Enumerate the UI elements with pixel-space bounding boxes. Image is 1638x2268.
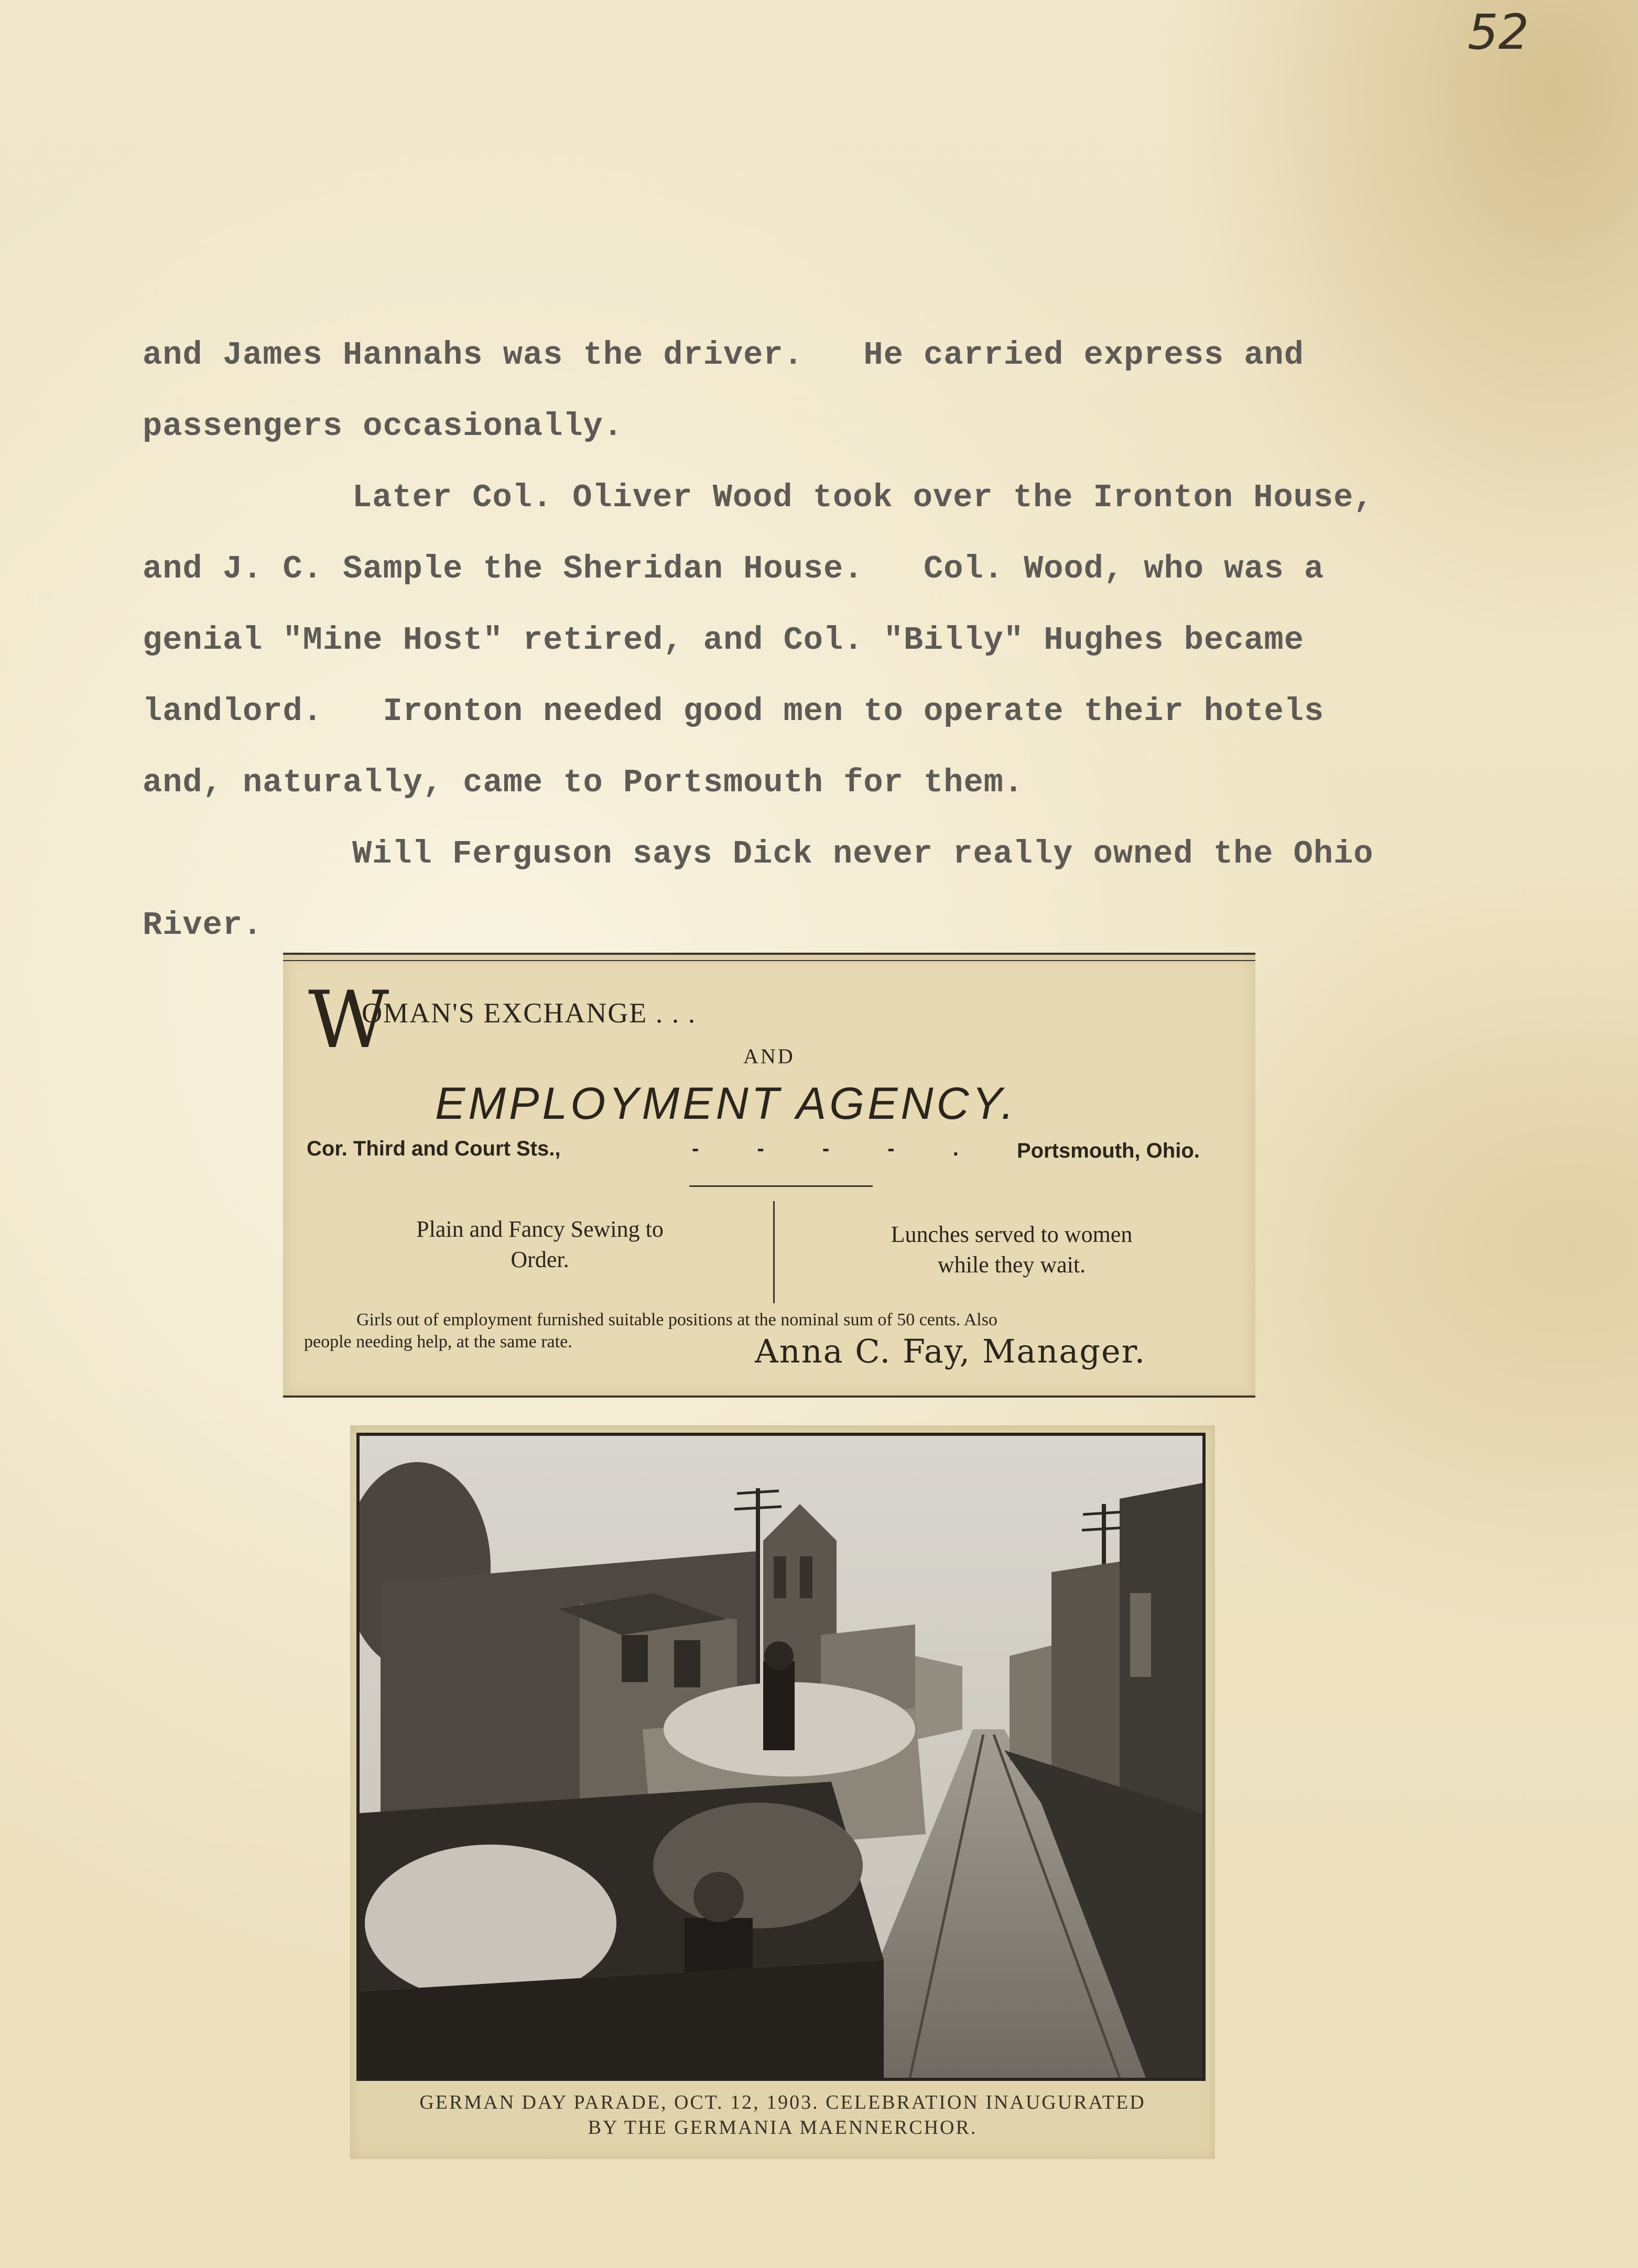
divider — [689, 1185, 873, 1187]
ad-and: AND — [743, 1044, 795, 1068]
ad-title: OMAN'S EXCHANGE . . . — [362, 997, 697, 1029]
typed-line: passengers occasionally. — [143, 408, 623, 445]
ad-manager-signature: Anna C. Fay, Manager. — [755, 1332, 1146, 1370]
typed-line: Will Ferguson says Dick never really owned the Ohio — [352, 835, 1374, 873]
advertisement-clipping — [283, 953, 1255, 1398]
typed-line: River. — [143, 907, 263, 944]
ad-initial: W — [308, 975, 389, 1066]
photo-caption — [350, 2090, 1215, 2140]
typed-line: landlord. Ironton needed good men to operate their hotels — [143, 693, 1325, 730]
ad-lunches-text — [818, 1219, 1206, 1280]
ad-fine-print: people needing help, at the same rate. — [304, 1332, 572, 1351]
ad-fine-print: Girls out of employment furnished suitable positions at the nominal sum of 50 cents. Also — [356, 1310, 997, 1329]
page-number: 52 — [1468, 4, 1529, 60]
typed-line: genial "Mine Host" retired, and Col. "Billy" Hughes became — [143, 621, 1304, 659]
ad-lunches-line: while they wait. — [937, 1252, 1086, 1278]
parade-photograph — [356, 1433, 1206, 2081]
ad-address-street: Cor. Third and Court Sts., — [307, 1137, 561, 1160]
typed-text-block — [143, 320, 1463, 961]
photo-clipping — [350, 1425, 1215, 2159]
ad-lunches-line: Lunches served to women — [891, 1222, 1133, 1247]
ad-sewing-line: Order. — [511, 1247, 569, 1272]
ad-sewing-text — [346, 1214, 734, 1275]
typed-line: and James Hannahs was the driver. He carried express and — [143, 336, 1304, 374]
ad-agency-heading: EMPLOYMENT AGENCY. — [435, 1078, 1017, 1129]
divider — [283, 1395, 1255, 1398]
typed-line: and J. C. Sample the Sheridan House. Col. Wood, who was a — [143, 550, 1325, 587]
divider — [283, 960, 1255, 961]
typed-line: and, naturally, came to Portsmouth for them. — [143, 764, 1024, 801]
typed-line: Later Col. Oliver Wood took over the Ironton House, — [352, 479, 1374, 516]
ad-sewing-line: Plain and Fancy Sewing to — [416, 1216, 664, 1242]
ad-address-city: Portsmouth, Ohio. — [1017, 1139, 1200, 1162]
caption-line: BY THE GERMANIA MAENNERCHOR. — [588, 2117, 978, 2139]
ad-dashes: - - - - . — [692, 1137, 985, 1160]
column-divider — [773, 1201, 775, 1303]
caption-line: GERMAN DAY PARADE, OCT. 12, 1903. CELEBRATION INAUGURATED — [419, 2091, 1146, 2113]
